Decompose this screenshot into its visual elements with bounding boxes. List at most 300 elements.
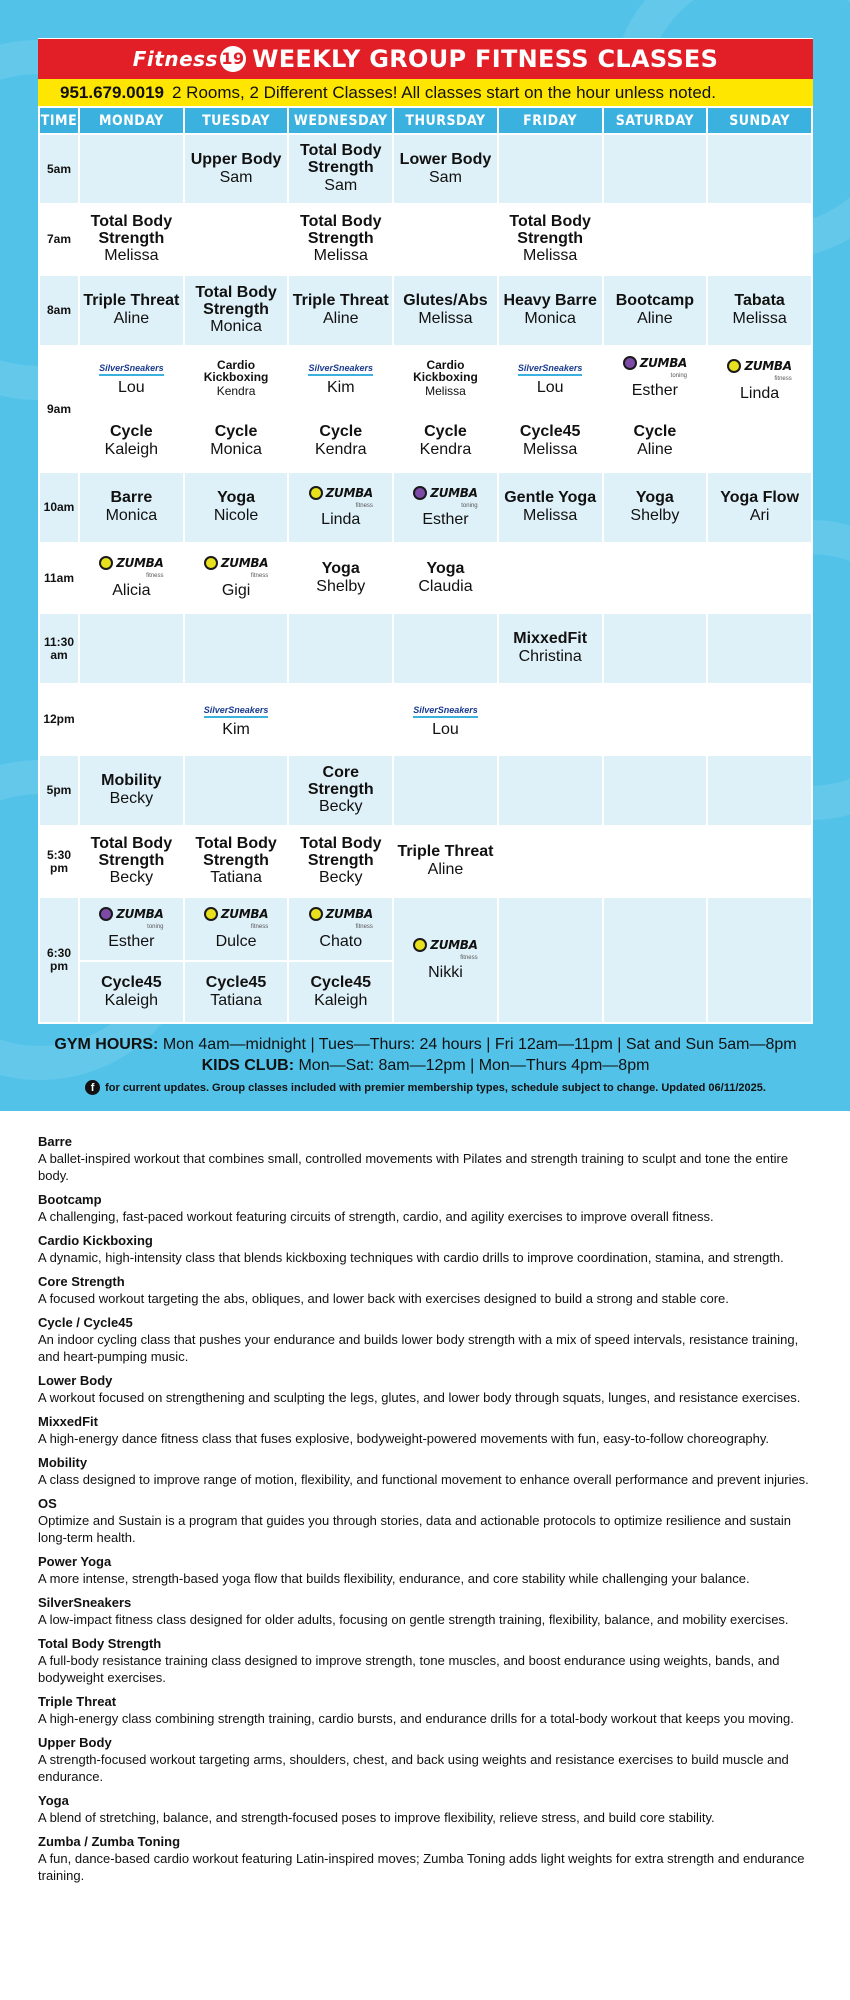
instructor-name: Kaleigh (314, 991, 368, 1009)
class-name: Gentle Yoga (504, 489, 597, 507)
zumba-logo: ZUMBA fitness (99, 556, 163, 579)
instructor-name: Kendra (419, 440, 472, 458)
zumba-mark-icon (413, 486, 427, 500)
instructor-name: Aline (427, 861, 464, 878)
class-cell (79, 204, 184, 275)
class-cell-empty (393, 755, 498, 826)
class-cell-empty (707, 826, 812, 897)
class-cell (707, 346, 812, 472)
class-name: Cycle (214, 422, 258, 440)
instructor-name: Melissa (523, 440, 578, 458)
time-cell: 8am (39, 275, 79, 346)
description-text: A high-energy class combining strength training, cardio bursts, and endurance drills for a total-body workout that keeps you moving. (38, 1711, 794, 1726)
class-name: Cardio Kickboxing (413, 357, 478, 385)
description-title: Lower Body (38, 1373, 113, 1388)
class-cell (603, 275, 708, 346)
poster-header (38, 38, 813, 79)
class-cell (288, 897, 393, 961)
class-cell (79, 410, 184, 472)
col-header-sunday: SUNDAY (707, 107, 812, 134)
page-title: WEEKLY GROUP FITNESS CLASSES (251, 45, 719, 73)
instructor-name: Kendra (216, 383, 256, 398)
instructor-name: Esther (422, 511, 469, 529)
description-title: Triple Threat (38, 1694, 117, 1709)
class-cell-empty (603, 684, 708, 755)
description-text: A strength-focused workout targeting arms, shoulders, chest, and back using weights and resistance exercises to build muscle and endurance. (38, 1752, 789, 1784)
class-name: Triple Threat (292, 292, 389, 310)
class-cell (184, 410, 289, 472)
class-cell (288, 961, 393, 1023)
zumba-logo: ZUMBA fitness (727, 359, 791, 382)
class-cell (79, 346, 184, 410)
class-cell (79, 275, 184, 346)
table-row (39, 755, 812, 826)
kids-club-hours (38, 1057, 813, 1075)
class-cell (393, 897, 498, 1023)
class-cell (603, 410, 708, 472)
description-title: Cycle / Cycle45 (38, 1315, 133, 1330)
instructor-name: Sam (324, 176, 358, 194)
instructor-name: Alicia (112, 581, 151, 599)
class-cell-empty (288, 613, 393, 684)
class-cell-empty (498, 826, 603, 897)
class-cell (184, 275, 289, 346)
class-schedule-table (38, 106, 813, 1024)
table-row (39, 613, 812, 684)
class-cell-empty (603, 613, 708, 684)
table-row (39, 275, 812, 346)
class-cell-empty (707, 897, 812, 1023)
description-title: Zumba / Zumba Toning (38, 1834, 181, 1849)
zumba-mark-icon (413, 938, 427, 952)
zumba-mark-icon (309, 907, 323, 921)
class-cell-empty (707, 543, 812, 613)
class-cell-empty (184, 755, 289, 826)
silversneakers-logo: SilverSneakers (518, 364, 583, 376)
instructor-name: Aline (322, 310, 359, 327)
class-name: Cycle45 (519, 422, 581, 440)
class-name: Glutes/Abs (403, 292, 488, 310)
zumba-mark-icon (99, 907, 113, 921)
class-cell (393, 826, 498, 897)
logo-number: 19 (220, 46, 246, 72)
description-title: SilverSneakers (38, 1595, 132, 1610)
class-cell (79, 543, 184, 613)
description-item (38, 1594, 818, 1628)
description-title: Upper Body (38, 1735, 112, 1750)
class-cell (498, 204, 603, 275)
zumba-toning-logo: ZUMBA toning (99, 907, 163, 930)
description-item (38, 1191, 818, 1225)
description-title: Mobility (38, 1455, 88, 1470)
table-row (39, 346, 812, 410)
class-name: Total Body Strength (90, 212, 173, 247)
class-cell (498, 613, 603, 684)
instructor-name: Linda (321, 511, 361, 529)
class-cell-empty (184, 204, 289, 275)
instructor-name: Becky (318, 798, 363, 816)
class-name: Cycle45 (205, 973, 267, 991)
class-cell (79, 826, 184, 897)
class-name: Total Body Strength (300, 212, 382, 247)
class-cell-empty (498, 684, 603, 755)
instructor-name: Melissa (425, 383, 466, 398)
instructor-name: Ari (749, 507, 770, 524)
col-header-saturday: SATURDAY (603, 107, 708, 134)
kids-club-label: KIDS CLUB: (201, 1057, 295, 1074)
instructor-name: Sam (219, 168, 253, 186)
description-item (38, 1273, 818, 1307)
class-name: Upper Body (190, 150, 282, 168)
class-cell (288, 543, 393, 613)
description-text: A challenging, fast-paced workout featuring circuits of strength, cardio, and agility exercises to improve overall fitness. (38, 1209, 714, 1224)
hours-footer (38, 1036, 813, 1095)
instructor-name: Gigi (221, 581, 251, 599)
update-note (38, 1080, 813, 1095)
description-item (38, 1553, 818, 1587)
col-header-wednesday: WEDNESDAY (288, 107, 393, 134)
instructor-name: Kendra (314, 440, 367, 458)
class-cell-empty (603, 543, 708, 613)
class-name: Heavy Barre (503, 292, 597, 310)
class-cell-empty (603, 897, 708, 1023)
description-title: Total Body Strength (38, 1636, 162, 1651)
class-cell (79, 961, 184, 1023)
description-text: An indoor cycling class that pushes your endurance and builds lower body strength with a mix of speed intervals, resistance training, and heart-pumping music. (38, 1332, 799, 1364)
zumba-mark-icon (309, 486, 323, 500)
zumba-logo: ZUMBA fitness (413, 938, 477, 961)
time-cell: 5pm (39, 755, 79, 826)
class-cell (393, 472, 498, 543)
silversneakers-logo: SilverSneakers (413, 706, 478, 718)
col-header-tuesday: TUESDAY (184, 107, 289, 134)
class-cell-empty (707, 684, 812, 755)
zumba-logo: ZUMBA fitness (204, 907, 268, 930)
zumba-mark-icon (99, 556, 113, 570)
description-title: Core Strength (38, 1274, 125, 1289)
table-header-row (39, 107, 812, 134)
class-cell (393, 410, 498, 472)
class-cell (288, 134, 393, 204)
description-item (38, 1693, 818, 1727)
instructor-name: Melissa (104, 247, 159, 265)
description-item (38, 1314, 818, 1365)
class-cell-empty (498, 897, 603, 1023)
class-name: Total Body Strength (195, 834, 277, 869)
time-cell: 9am (39, 346, 79, 472)
instructor-name: Monica (524, 310, 576, 327)
class-cell-empty (603, 134, 708, 204)
class-cell-empty (603, 755, 708, 826)
class-name: Total Body Strength (300, 142, 382, 177)
description-title: Yoga (38, 1793, 69, 1808)
time-cell: 6:30 pm (39, 897, 79, 1023)
class-name: Bootcamp (615, 292, 694, 310)
class-cell (184, 961, 289, 1023)
class-cell-empty (393, 613, 498, 684)
description-text: A class designed to improve range of motion, flexibility, and functional movement to enhance overall performance and prevent injuries. (38, 1472, 809, 1487)
class-name: Total Body Strength (90, 834, 173, 869)
instructor-name: Kaleigh (104, 991, 159, 1009)
table-row (39, 897, 812, 961)
instructor-name: Nicole (213, 507, 259, 524)
instructor-name: Kaleigh (104, 440, 159, 458)
instructor-name: Monica (210, 318, 262, 336)
table-row (39, 826, 812, 897)
class-cell (603, 346, 708, 410)
description-text: A focused workout targeting the abs, obliques, and lower back with exercises designed to build a strong and stable core. (38, 1291, 729, 1306)
contact-bar (38, 79, 813, 106)
instructor-name: Monica (210, 440, 262, 458)
class-cell (184, 472, 289, 543)
class-cell-empty (603, 826, 708, 897)
col-header-time: TIME (39, 107, 79, 134)
zumba-mark-icon (204, 556, 218, 570)
class-name: Yoga (321, 559, 360, 577)
description-text: A workout focused on strengthening and sculpting the legs, glutes, and lower body through squats, lunges, and resistance exercises. (38, 1390, 801, 1405)
class-name: Lower Body (399, 150, 492, 168)
class-cell-empty (603, 204, 708, 275)
class-cell (288, 472, 393, 543)
zumba-mark-icon (623, 356, 637, 370)
col-header-thursday: THURSDAY (393, 107, 498, 134)
class-cell (393, 543, 498, 613)
class-name: Mobility (101, 772, 162, 790)
zumba-toning-logo: ZUMBA toning (413, 486, 477, 509)
instructor-name: Lou (536, 379, 564, 397)
time-cell: 10am (39, 472, 79, 543)
description-item (38, 1833, 818, 1884)
class-cell (603, 472, 708, 543)
instructor-name: Tatiana (210, 869, 262, 887)
table-row (39, 472, 812, 543)
class-name: Yoga Flow (720, 489, 800, 507)
class-name: Yoga (426, 559, 465, 577)
class-name: Triple Threat (83, 292, 180, 310)
description-item (38, 1413, 818, 1447)
class-cell (498, 410, 603, 472)
instructor-name: Sam (429, 168, 462, 186)
table-row (39, 204, 812, 275)
time-cell: 11am (39, 543, 79, 613)
instructor-name: Shelby (316, 577, 366, 595)
instructor-name: Tatiana (210, 991, 262, 1009)
instructor-name: Becky (109, 869, 154, 887)
class-cell-empty (79, 134, 184, 204)
class-cell (79, 897, 184, 961)
time-cell: 5:30 pm (39, 826, 79, 897)
class-cell (79, 472, 184, 543)
class-cell-empty (498, 134, 603, 204)
description-item (38, 1133, 818, 1184)
instructor-name: Melissa (418, 310, 473, 327)
instructor-name: Chato (319, 932, 363, 950)
class-name: Total Body Strength (300, 834, 382, 869)
instructor-name: Shelby (630, 507, 680, 524)
zumba-mark-icon (727, 359, 741, 373)
zumba-logo: ZUMBA fitness (309, 907, 373, 930)
logo-text: Fitness (132, 47, 218, 71)
class-name: Yoga (217, 489, 256, 507)
class-name: Total Body Strength (195, 283, 277, 318)
description-text: A blend of stretching, balance, and strength-focused poses to improve flexibility, relieve stress, and build core stability. (38, 1810, 715, 1825)
instructor-name: Aline (113, 310, 150, 327)
class-cell (288, 275, 393, 346)
description-title: Power Yoga (38, 1554, 112, 1569)
class-cell (498, 472, 603, 543)
class-cell-empty (498, 755, 603, 826)
zumba-mark-icon (204, 907, 218, 921)
description-title: Bootcamp (38, 1192, 102, 1207)
time-cell: 7am (39, 204, 79, 275)
class-cell-empty (707, 613, 812, 684)
class-name: Core Strength (307, 763, 374, 798)
col-header-friday: FRIDAY (498, 107, 603, 134)
description-item (38, 1635, 818, 1686)
class-name: Cycle45 (310, 973, 371, 991)
class-cell (393, 346, 498, 410)
description-title: OS (38, 1496, 57, 1511)
description-text: A fun, dance-based cardio workout featuring Latin-inspired moves; Zumba Toning adds light weights for extra strength and endurance training. (38, 1851, 805, 1883)
class-cell (393, 134, 498, 204)
zumba-toning-logo: ZUMBA toning (623, 356, 687, 379)
table-row (39, 543, 812, 613)
zumba-logo: ZUMBA fitness (204, 556, 268, 579)
class-cell (184, 543, 289, 613)
class-name: Total Body Strength (509, 212, 591, 247)
instructor-name: Dulce (215, 932, 257, 950)
instructor-name: Esther (108, 932, 155, 950)
description-text: A ballet-inspired workout that combines small, controlled movements with Pilates and strength training to sculpt and tone the entire body. (38, 1151, 789, 1183)
instructor-name: Melissa (732, 310, 787, 327)
gym-hours-label: GYM HOURS: (54, 1036, 159, 1053)
class-cell (393, 684, 498, 755)
instructor-name: Linda (740, 384, 780, 402)
class-name: Triple Threat (397, 843, 494, 861)
zumba-logo: ZUMBA fitness (309, 486, 373, 509)
instructor-name: Becky (318, 869, 363, 887)
facebook-icon[interactable]: f (85, 1080, 100, 1095)
description-text: Optimize and Sustain is a program that guides you through stories, data and actionable protocols to optimize resilience and sustain long-term health. (38, 1513, 791, 1545)
class-cell (79, 755, 184, 826)
description-item (38, 1454, 818, 1488)
class-cell (184, 684, 289, 755)
phone-number[interactable]: 951.679.0019 (60, 82, 164, 102)
instructor-name: Monica (105, 507, 158, 524)
class-cell-empty (79, 613, 184, 684)
table-row (39, 410, 812, 472)
instructor-name: Christina (518, 648, 582, 665)
class-cell-empty (184, 613, 289, 684)
class-name: Cycle (633, 422, 677, 440)
class-cell (288, 410, 393, 472)
class-cell-empty (498, 543, 603, 613)
class-cell (498, 275, 603, 346)
table-row (39, 684, 812, 755)
silversneakers-logo: SilverSneakers (308, 364, 373, 376)
class-name: Cycle (424, 422, 467, 440)
instructor-name: Claudia (418, 577, 473, 595)
kids-club-text: Mon—Sat: 8am—12pm | Mon—Thurs 4pm—8pm (298, 1057, 650, 1074)
class-cell-empty (707, 134, 812, 204)
instructor-name: Melissa (313, 247, 368, 265)
class-cell-empty (393, 204, 498, 275)
class-cell-empty (79, 684, 184, 755)
class-cell (288, 755, 393, 826)
class-name: Cycle (319, 422, 363, 440)
update-note-text: for current updates. Group classes included with premier membership types, schedule subject to change. Updated 06/11/2025. (105, 1081, 766, 1094)
time-cell: 11:30 am (39, 613, 79, 684)
instructor-name: Esther (631, 381, 678, 399)
gym-hours (38, 1036, 813, 1054)
class-cell (288, 826, 393, 897)
instructor-name: Becky (109, 790, 154, 807)
instructor-name: Kim (222, 720, 250, 738)
description-text: A low-impact fitness class designed for older adults, focusing on gentle strength training, flexibility, balance, and mobility exercises. (38, 1612, 789, 1627)
col-header-monday: MONDAY (79, 107, 184, 134)
instructor-name: Melissa (523, 507, 578, 524)
class-cell (184, 134, 289, 204)
table-row (39, 134, 812, 204)
class-name: Cycle (110, 422, 153, 440)
description-item (38, 1792, 818, 1826)
description-item (38, 1495, 818, 1546)
class-cell (184, 346, 289, 410)
class-cell (393, 275, 498, 346)
silversneakers-logo: SilverSneakers (99, 364, 164, 376)
class-descriptions (38, 1133, 818, 1891)
fitness19-logo (133, 46, 246, 72)
gym-hours-text: Mon 4am—midnight | Tues—Thurs: 24 hours | Fri 12am—11pm | Sat and Sun 5am—8pm (162, 1036, 797, 1053)
instructor-name: Lou (118, 379, 145, 397)
class-cell (288, 346, 393, 410)
class-cell (498, 346, 603, 410)
description-text: A dynamic, high-intensity class that blends kickboxing techniques with cardio drills to improve coordination, stamina, and strength. (38, 1250, 784, 1265)
rooms-note: 2 Rooms, 2 Different Classes! All classes start on the hour unless noted. (172, 82, 716, 102)
class-name: Cycle45 (101, 973, 162, 991)
class-cell (707, 275, 812, 346)
instructor-name: Aline (637, 440, 673, 458)
class-name: Tabata (734, 292, 785, 310)
time-cell: 5am (39, 134, 79, 204)
class-name: MixxedFit (513, 630, 588, 648)
instructor-name: Lou (432, 720, 459, 738)
instructor-name: Aline (637, 310, 673, 327)
instructor-name: Nikki (428, 963, 463, 981)
instructor-name: Melissa (523, 247, 578, 265)
class-cell (707, 472, 812, 543)
description-title: MixxedFit (38, 1414, 98, 1429)
description-text: A full-body resistance training class designed to improve strength, tone muscles, and boost endurance using weights, bands, and bodyweight exercises. (38, 1653, 780, 1685)
class-name: Yoga (635, 489, 674, 507)
instructor-name: Kim (326, 379, 355, 397)
description-item (38, 1372, 818, 1406)
class-cell-empty (707, 755, 812, 826)
description-title: Barre (38, 1134, 72, 1149)
class-name: Cardio Kickboxing (203, 357, 269, 385)
description-text: A high-energy dance fitness class that fuses explosive, bodyweight-powered movements with fun, easy-to-follow choreography. (38, 1431, 770, 1446)
class-cell-empty (707, 204, 812, 275)
class-cell (184, 826, 289, 897)
description-item (38, 1232, 818, 1266)
silversneakers-logo: SilverSneakers (204, 706, 269, 718)
class-cell (184, 897, 289, 961)
class-cell-empty (288, 684, 393, 755)
class-name: Barre (110, 489, 153, 507)
time-cell: 12pm (39, 684, 79, 755)
description-text: A more intense, strength-based yoga flow that builds flexibility, endurance, and core stability while challenging your balance. (38, 1571, 750, 1586)
class-cell (288, 204, 393, 275)
